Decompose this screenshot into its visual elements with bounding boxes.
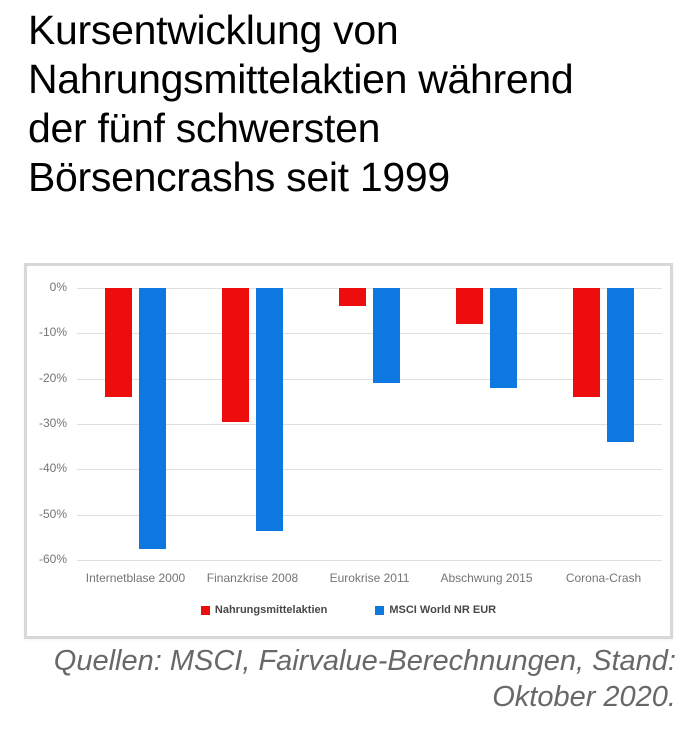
legend-label: Nahrungsmittelaktien bbox=[214, 604, 328, 616]
y-axis-tick-label: -40% bbox=[38, 461, 67, 476]
article-title-line: Börsencrashs seit 1999 bbox=[28, 154, 450, 200]
y-axis-tick-label: -50% bbox=[38, 506, 67, 521]
bar-msci-world-nr-eur bbox=[139, 288, 166, 549]
bar-group bbox=[77, 288, 194, 560]
bar-msci-world-nr-eur bbox=[256, 288, 283, 531]
legend bbox=[27, 604, 670, 616]
bar-nahrungsmittelaktien bbox=[222, 288, 249, 422]
bar-group bbox=[428, 288, 545, 560]
bar-group bbox=[194, 288, 311, 560]
chart-card bbox=[24, 263, 673, 639]
bar-msci-world-nr-eur bbox=[373, 288, 400, 383]
article-title-line: Kursentwicklung von bbox=[28, 7, 399, 53]
legend-item-msci-world-nr-eur bbox=[375, 604, 496, 616]
article-title bbox=[28, 6, 688, 202]
x-axis-category-label: Internetblase 2000 bbox=[85, 571, 186, 585]
bar-msci-world-nr-eur bbox=[490, 288, 517, 388]
x-axis-category-label: Abschwung 2015 bbox=[440, 571, 533, 585]
gridline bbox=[77, 560, 662, 561]
y-axis-tick-label: -60% bbox=[38, 552, 67, 566]
legend-item-nahrungsmittelaktien bbox=[201, 604, 327, 616]
x-axis-category-label: Eurokrise 2011 bbox=[329, 571, 410, 585]
bar-msci-world-nr-eur bbox=[607, 288, 634, 442]
legend-label: MSCI World NR EUR bbox=[389, 604, 497, 616]
x-axis-category-label: Corona-Crash bbox=[565, 571, 642, 585]
source-note-line: Quellen: MSCI, Fairvalue-Berechnungen, Stand: bbox=[53, 645, 676, 677]
article-title-line: Nahrungsmittelaktien während bbox=[28, 56, 574, 102]
source-note-line: Oktober 2020. bbox=[492, 681, 676, 713]
x-axis-category-label: Finanzkrise 2008 bbox=[206, 571, 299, 585]
bar-nahrungsmittelaktien bbox=[456, 288, 483, 324]
y-axis-tick-label: -20% bbox=[38, 370, 67, 385]
bar-group bbox=[545, 288, 662, 560]
bar-nahrungsmittelaktien bbox=[573, 288, 600, 397]
plot-area bbox=[77, 288, 662, 560]
y-axis-tick-label: -30% bbox=[38, 416, 67, 430]
y-axis-tick-label: -10% bbox=[38, 325, 67, 340]
bar-group bbox=[311, 288, 428, 560]
source-note bbox=[21, 643, 676, 715]
x-axis-labels bbox=[77, 571, 662, 585]
y-axis-labels bbox=[27, 280, 67, 566]
bar-nahrungsmittelaktien bbox=[339, 288, 366, 306]
legend-swatch-msci-world-nr-eur bbox=[375, 606, 384, 615]
y-axis-tick-label: 0% bbox=[49, 280, 67, 294]
bar-nahrungsmittelaktien bbox=[105, 288, 132, 397]
article-title-line: der fünf schwersten bbox=[28, 105, 381, 151]
legend-swatch-nahrungsmittelaktien bbox=[201, 606, 210, 615]
